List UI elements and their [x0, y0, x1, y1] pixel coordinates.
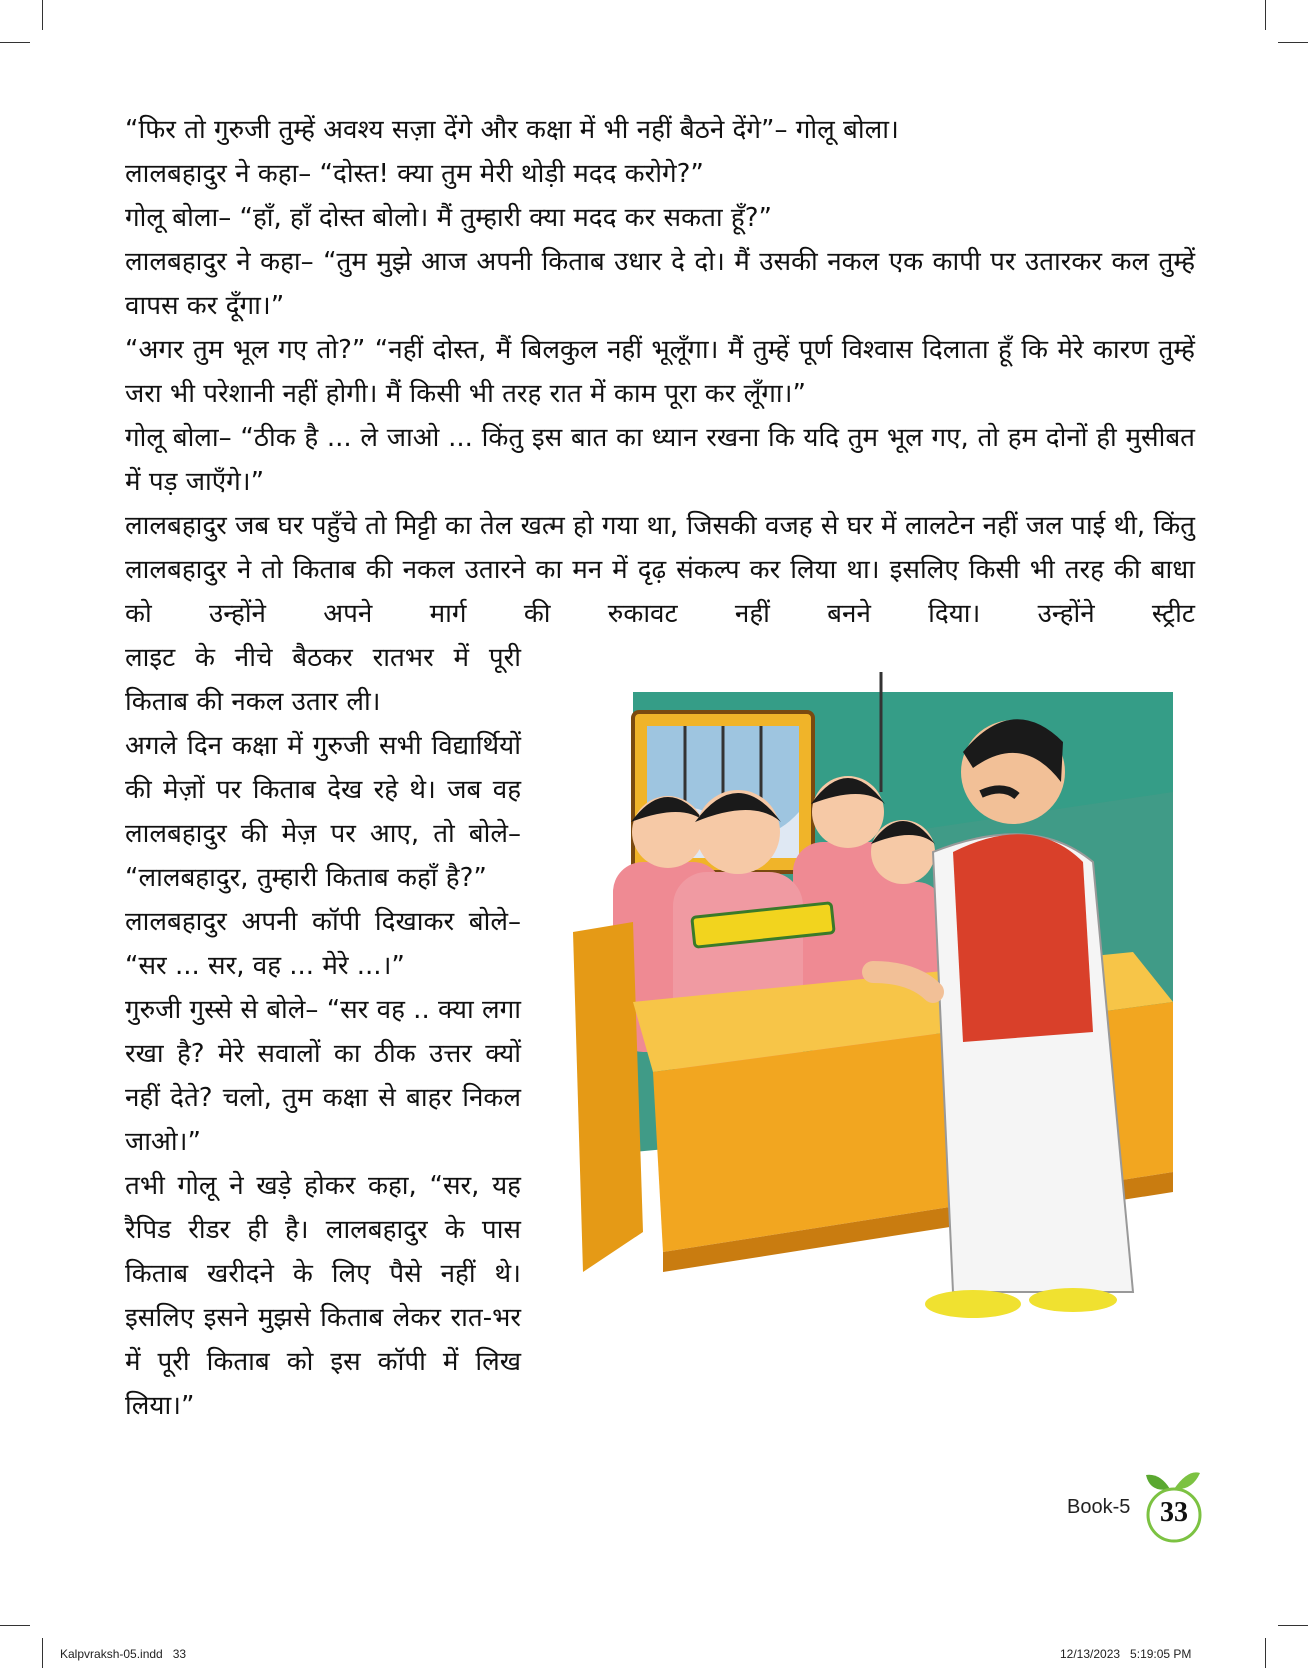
crop-mark-top-left-h: [0, 42, 30, 43]
paragraph: अगले दिन कक्षा में गुरुजी सभी विद्यार्थियों की मेज़ों पर किताब देख रहे थे। जब वह लालबहादुर की मेज़ पर आए, तो बोले– “लालबहादुर, तुम्हारी किताब कहाँ है?”: [125, 731, 521, 893]
page-number: 33: [1160, 1497, 1188, 1528]
classroom-illustration: [573, 672, 1173, 1332]
paragraph: गोलू बोला– “ठीक है ... ले जाओ ... किंतु इस बात का ध्यान रखना कि यदि तुम भूल गए, तो हम दोनों ही मुसीबत में पड़ जाएँगे।”: [125, 423, 1195, 497]
leaf-icon: [1174, 1472, 1200, 1489]
paragraph: तभी गोलू ने खड़े होकर कहा, “सर, यह रैपिड रीडर ही है। लालबहादुर के पास किताब खरीदने के लिए पैसे नहीं थे। इसलिए इसने मुझसे किताब लेकर रात-भर में पूरी किताब को इस कॉपी में लिख लिया।”: [125, 1171, 521, 1421]
paragraph: लालबहादुर ने कहा– “तुम मुझे आज अपनी किताब उधार दे दो। मैं उसकी नकल एक कापी पर उतारकर कल तुम्हें वापस कर दूँगा।”: [125, 247, 1195, 321]
story-text-left-column: [125, 636, 521, 1428]
leaf-icon: [1146, 1475, 1170, 1490]
book-label: Book-5: [1067, 1496, 1131, 1518]
story-text-top: [125, 108, 1195, 636]
crop-mark-bottom-left-h: [0, 1625, 30, 1626]
paragraph: लाइट के नीचे बैठकर रातभर में पूरी किताब की नकल उतार ली।: [125, 643, 521, 717]
paragraph: लालबहादुर ने कहा– “दोस्त! क्या तुम मेरी थोड़ी मदद करोगे?”: [125, 159, 704, 189]
paragraph: “अगर तुम भूल गए तो?” “नहीं दोस्त, मैं बिलकुल नहीं भूलूँगा। मैं तुम्हें पूर्ण विश्वास दिलाता हूँ कि मेरे कारण तुम्हें जरा भी परेशानी नहीं होगी। मैं किसी भी तरह रात में काम पूरा कर लूँगा।”: [125, 335, 1195, 409]
crop-mark-bottom-right-v: [1265, 1638, 1266, 1668]
crop-mark-bottom-right-h: [1278, 1625, 1308, 1626]
crop-mark-top-right-h: [1278, 42, 1308, 43]
crop-mark-top-right-v: [1265, 0, 1266, 30]
crop-mark-top-left-v: [42, 0, 43, 30]
paragraph: गोलू बोला– “हाँ, हाँ दोस्त बोलो। मैं तुम्हारी क्या मदद कर सकता हूँ?”: [125, 203, 772, 233]
crop-mark-bottom-left-v: [42, 1638, 43, 1668]
paragraph: “फिर तो गुरुजी तुम्हें अवश्य सज़ा देंगे और कक्षा में भी नहीं बैठने देंगे”– गोलू बोला।: [125, 115, 899, 145]
paragraph: गुरुजी गुस्से से बोले– “सर वह .. क्या लगा रखा है? मेरे सवालों का ठीक उत्तर क्यों नहीं देते? चलो, तुम कक्षा से बाहर निकल जाओ।”: [125, 995, 521, 1157]
paragraph: लालबहादुर अपनी कॉपी दिखाकर बोले– “सर ... सर, वह ... मेरे ...।”: [125, 907, 521, 981]
file-slug: Kalpvraksh-05.indd 33: [60, 1647, 187, 1661]
paragraph: लालबहादुर जब घर पहुँचे तो मिट्टी का तेल खत्म हो गया था, जिसकी वजह से घर में लालटेन नहीं जल पाई थी, किंतु लालबहादुर ने तो किताब की नकल उतारने का मन में दृढ़ संकल्प कर लिया था। इसलिए किसी भी तरह की बाधा को उन्होंने अपने मार्ग की रुकावट नहीं बनने दिया। उन्होंने स्ट्रीट: [125, 511, 1195, 629]
print-timestamp: 12/13/2023 5:19:05 PM: [1060, 1647, 1192, 1661]
